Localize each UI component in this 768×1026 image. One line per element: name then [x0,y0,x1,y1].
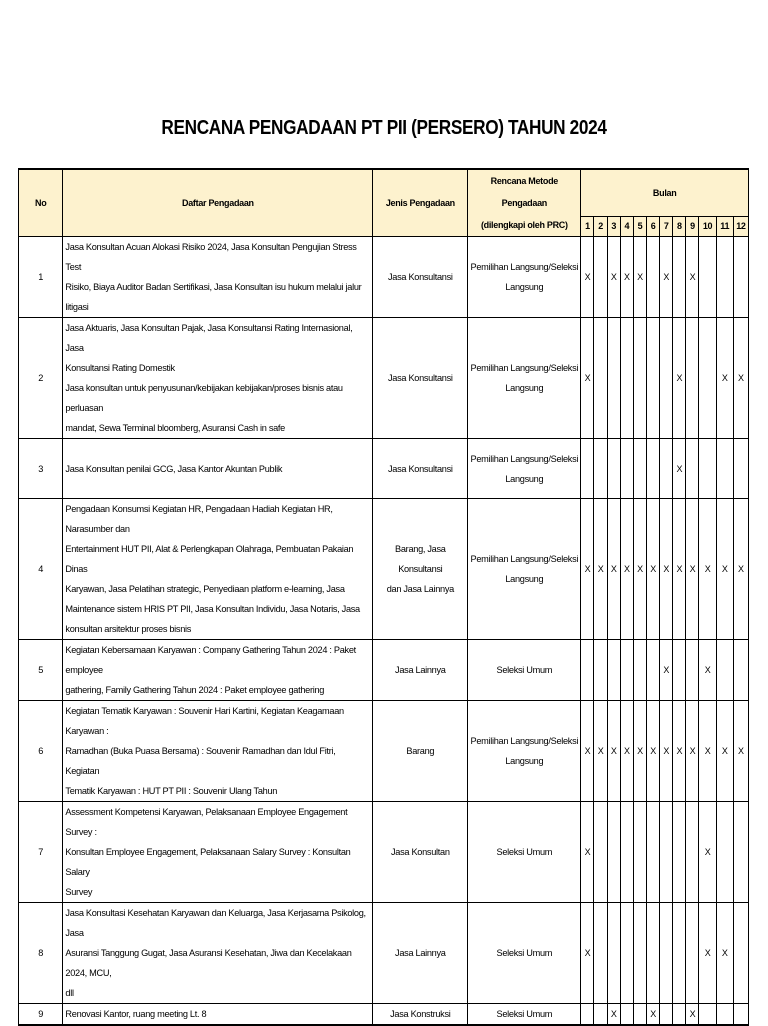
month-header-9: 9 [686,216,699,236]
month-mark-3: X [607,701,620,802]
month-mark-5: X [633,237,646,318]
month-mark-9 [686,640,699,701]
month-mark-11 [716,237,733,318]
procurement-method-cell [468,237,581,318]
procurement-type-cell [373,318,468,439]
procurement-type-cell [373,701,468,802]
row-number: 5 [19,640,63,701]
procurement-method-cell-line: Seleksi Umum [496,847,553,857]
procurement-method-cell-line: Pemilihan Langsung/Seleksi [470,363,579,373]
row-number: 3 [19,439,63,499]
procurement-list-cell-line: Tematik Karyawan : HUT PT PII : Souvenir Ulang Tahun [65,786,278,796]
month-mark-11 [716,640,733,701]
month-mark-9: X [686,701,699,802]
procurement-type-cell-line: Jasa Konsultansi [387,373,453,383]
month-mark-3 [607,802,620,903]
month-mark-4 [620,1004,633,1026]
procurement-list-cell-line: mandat, Sewa Terminal bloomberg, Asuransi Cash in safe [65,423,285,433]
month-mark-6 [646,640,659,701]
procurement-type-cell-line: Jasa Konsultan [391,847,450,857]
month-mark-3: X [607,237,620,318]
table-row [19,701,749,802]
month-mark-11: X [716,499,733,640]
procurement-list-cell [63,499,373,640]
month-header-2: 2 [594,216,607,236]
month-mark-3: X [607,499,620,640]
procurement-type-cell [373,640,468,701]
month-mark-12: X [733,499,748,640]
month-mark-8: X [673,499,686,640]
procurement-type-cell [373,499,468,640]
month-mark-1: X [581,903,594,1004]
month-mark-2 [594,439,607,499]
month-mark-7 [660,903,673,1004]
month-mark-11 [716,1004,733,1026]
month-mark-7 [660,439,673,499]
table-row [19,802,749,903]
table-row [19,1004,749,1026]
month-mark-9: X [686,1004,699,1026]
table-row [19,439,749,499]
procurement-method-cell-line: Langsung [505,282,544,292]
month-mark-6 [646,237,659,318]
procurement-type-cell-line: Barang, Jasa Konsultansi [395,544,446,574]
month-mark-4 [620,640,633,701]
month-mark-1: X [581,499,594,640]
month-mark-6: X [646,701,659,802]
procurement-list-cell-line: konsultan arsitektur proses bisnis [65,624,192,634]
row-number: 4 [19,499,63,640]
month-mark-7 [660,1004,673,1026]
procurement-type-cell-line: Jasa Konsultansi [387,463,453,474]
procurement-type-cell [373,903,468,1004]
month-mark-10: X [699,640,716,701]
row-number: 2 [19,318,63,439]
header-metode-line2: (dilengkapi oleh PRC) [480,220,568,230]
table-row [19,640,749,701]
table-row [19,237,749,318]
month-mark-12 [733,439,748,499]
procurement-method-cell-line: Langsung [505,473,544,484]
month-mark-1: X [581,701,594,802]
month-mark-12 [733,640,748,701]
month-mark-1 [581,640,594,701]
month-mark-10 [699,318,716,439]
month-mark-2 [594,802,607,903]
month-mark-7 [660,802,673,903]
procurement-list-cell-line: dll [65,988,74,998]
month-mark-12 [733,903,748,1004]
row-number: 9 [19,1004,63,1026]
month-mark-7 [660,318,673,439]
month-mark-8: X [673,439,686,499]
month-mark-1: X [581,318,594,439]
month-mark-5 [633,439,646,499]
month-mark-4: X [620,237,633,318]
procurement-method-cell [468,903,581,1004]
month-mark-2: X [594,701,607,802]
procurement-method-cell [468,640,581,701]
procurement-list-cell-line: Pengadaan Konsumsi Kegiatan HR, Pengadaan Hadiah Kegiatan HR, Narasumber dan [65,504,333,534]
header-metode-line1: Rencana Metode Pengadaan [490,176,558,208]
procurement-list-cell-line: Ramadhan (Buka Puasa Bersama) : Souvenir Ramadhan dan Idul Fitri, Kegiatan [65,746,336,776]
procurement-method-cell [468,1004,581,1026]
month-mark-12 [733,237,748,318]
procurement-method-cell [468,439,581,499]
month-mark-1: X [581,802,594,903]
procurement-type-cell-line: Barang [406,746,435,756]
month-header-6: 6 [646,216,659,236]
procurement-type-cell-line: Jasa Konsultansi [387,272,453,282]
procurement-list-cell-line: Survey [65,887,93,897]
procurement-method-cell-line: Seleksi Umum [496,948,553,958]
procurement-list-cell-line: Karyawan, Jasa Pelatihan strategic, Penyediaan platform e-learning, Jasa [65,584,345,594]
month-mark-4: X [620,701,633,802]
month-header-5: 5 [633,216,646,236]
procurement-method-cell-line: Pemilihan Langsung/Seleksi [470,453,579,464]
month-mark-8 [673,640,686,701]
procurement-list-cell-line: Risiko, Biaya Auditor Badan Sertifikasi, Jasa Konsultan isu hukum melalui jalur litigasi [65,282,362,312]
header-metode-pengadaan [468,169,581,237]
month-mark-4 [620,903,633,1004]
procurement-list-cell-line: Jasa Konsultan Acuan Alokasi Risiko 2024, Jasa Konsultan Pengujian Stress Test [65,242,357,272]
month-mark-9 [686,802,699,903]
month-mark-7: X [660,640,673,701]
table-row [19,903,749,1004]
month-mark-7: X [660,701,673,802]
procurement-type-cell [373,237,468,318]
month-mark-6: X [646,499,659,640]
month-mark-10: X [699,903,716,1004]
procurement-method-cell [468,499,581,640]
month-mark-11: X [716,318,733,439]
month-mark-6: X [646,1004,659,1026]
procurement-list-cell-line: Renovasi Kantor, ruang meeting Lt. 8 [65,1009,207,1019]
procurement-table [18,168,749,1026]
month-mark-6 [646,318,659,439]
procurement-method-cell [468,701,581,802]
procurement-list-cell [63,237,373,318]
month-mark-3 [607,439,620,499]
month-mark-8 [673,237,686,318]
month-mark-3: X [607,1004,620,1026]
header-bulan: Bulan [581,169,749,216]
procurement-list-cell-line: Konsultan Employee Engagement, Pelaksanaan Salary Survey : Konsultan Salary [65,847,351,877]
month-mark-9: X [686,499,699,640]
month-mark-12 [733,1004,748,1026]
procurement-method-cell [468,318,581,439]
table-body [19,237,749,1026]
month-mark-2 [594,640,607,701]
month-mark-3 [607,318,620,439]
month-mark-4: X [620,499,633,640]
procurement-method-cell-line: Pemilihan Langsung/Seleksi [470,262,579,272]
month-mark-2 [594,318,607,439]
month-mark-1 [581,439,594,499]
month-mark-6 [646,802,659,903]
procurement-method-cell-line: Seleksi Umum [496,1009,553,1019]
month-mark-5: X [633,701,646,802]
procurement-list-cell-line: gathering, Family Gathering Tahun 2024 : Paket employee gathering [65,685,325,695]
month-mark-8: X [673,318,686,439]
month-header-12: 12 [733,216,748,236]
month-mark-6 [646,439,659,499]
row-number: 7 [19,802,63,903]
month-header-1: 1 [581,216,594,236]
month-mark-8: X [673,701,686,802]
procurement-list-cell-line: Kegiatan Tematik Karyawan : Souvenir Hari Kartini, Kegiatan Keagamaan Karyawan : [65,706,344,736]
month-mark-11 [716,439,733,499]
page-title: RENCANA PENGADAAN PT PII (PERSERO) TAHUN 2024 [161,117,607,139]
month-header-7: 7 [660,216,673,236]
month-mark-10 [699,237,716,318]
procurement-list-cell-line: Jasa Aktuaris, Jasa Konsultan Pajak, Jasa Konsultansi Rating Internasional, Jasa [65,323,353,353]
month-header-11: 11 [716,216,733,236]
procurement-list-cell-line: Kegiatan Kebersamaan Karyawan : Company Gathering Tahun 2024 : Paket employee [65,645,356,675]
table-row [19,499,749,640]
month-mark-8 [673,802,686,903]
month-mark-10 [699,439,716,499]
month-mark-3 [607,903,620,1004]
procurement-type-cell-line: Jasa Lainnya [395,948,446,958]
procurement-list-cell [63,640,373,701]
procurement-method-cell-line: Langsung [505,383,544,393]
header-jenis-pengadaan: Jenis Pengadaan [373,169,468,237]
month-mark-4 [620,802,633,903]
month-mark-9 [686,903,699,1004]
month-mark-5 [633,318,646,439]
month-mark-5 [633,802,646,903]
month-header-3: 3 [607,216,620,236]
procurement-method-cell-line: Langsung [505,574,544,584]
procurement-method-cell [468,802,581,903]
procurement-method-cell-line: Seleksi Umum [496,665,553,675]
procurement-list-cell-line: Jasa Konsultasi Kesehatan Karyawan dan Keluarga, Jasa Kerjasama Psikolog, Jasa [65,908,366,938]
month-mark-2 [594,903,607,1004]
procurement-type-cell [373,1004,468,1026]
month-mark-5: X [633,499,646,640]
table-row [19,318,749,439]
row-number: 8 [19,903,63,1004]
procurement-list-cell-line: Konsultansi Rating Domestik [65,363,175,373]
procurement-method-cell-line: Langsung [505,756,544,766]
month-mark-1: X [581,237,594,318]
procurement-list-cell-line: Jasa konsultan untuk penyusunan/kebijakan kebijakan/proses bisnis atau perluasan [65,383,343,413]
procurement-list-cell [63,318,373,439]
procurement-list-cell [63,701,373,802]
month-mark-4 [620,439,633,499]
month-header-10: 10 [699,216,716,236]
procurement-method-cell-line: Pemilihan Langsung/Seleksi [470,736,579,746]
month-mark-4 [620,318,633,439]
procurement-list-cell [63,439,373,499]
month-mark-10: X [699,802,716,903]
month-mark-9: X [686,237,699,318]
month-mark-7: X [660,237,673,318]
month-header-4: 4 [620,216,633,236]
month-mark-10: X [699,701,716,802]
procurement-list-cell-line: Jasa Konsultan penilai GCG, Jasa Kantor Akuntan Publik [65,463,283,474]
procurement-list-cell [63,802,373,903]
procurement-list-cell [63,903,373,1004]
procurement-list-cell-line: Assessment Kompetensi Karyawan, Pelaksanaan Employee Engagement Survey : [65,807,348,837]
row-number: 1 [19,237,63,318]
month-mark-1 [581,1004,594,1026]
procurement-type-cell-line: dan Jasa Lainnya [386,584,454,594]
month-mark-11 [716,802,733,903]
month-mark-12 [733,802,748,903]
header-no: No [19,169,63,237]
procurement-list-cell [63,1004,373,1026]
procurement-list-cell-line: Maintenance sistem HRIS PT PII, Jasa Konsultan Individu, Jasa Notaris, Jasa [65,604,360,614]
procurement-list-cell-line: Entertainment HUT PII, Alat & Perlengkapan Olahraga, Pembuatan Pakaian Dinas [65,544,354,574]
month-mark-2: X [594,499,607,640]
month-mark-11: X [716,701,733,802]
month-mark-12: X [733,318,748,439]
month-mark-5 [633,640,646,701]
procurement-method-cell-line: Pemilihan Langsung/Seleksi [470,554,579,564]
month-mark-10: X [699,499,716,640]
month-mark-8 [673,1004,686,1026]
month-mark-7: X [660,499,673,640]
month-mark-2 [594,1004,607,1026]
procurement-list-cell-line: Asuransi Tanggung Gugat, Jasa Asuransi Kesehatan, Jiwa dan Kecelakaan 2024, MCU, [65,948,352,978]
month-mark-2 [594,237,607,318]
procurement-type-cell [373,802,468,903]
month-mark-5 [633,1004,646,1026]
month-mark-11: X [716,903,733,1004]
row-number: 6 [19,701,63,802]
procurement-type-cell-line: Jasa Konstruksi [390,1009,451,1019]
procurement-type-cell-line: Jasa Lainnya [395,665,446,675]
header-daftar-pengadaan: Daftar Pengadaan [63,169,373,237]
month-mark-12: X [733,701,748,802]
month-mark-9 [686,439,699,499]
month-mark-9 [686,318,699,439]
month-mark-8 [673,903,686,1004]
procurement-type-cell [373,439,468,499]
month-header-8: 8 [673,216,686,236]
month-mark-3 [607,640,620,701]
month-mark-6 [646,903,659,1004]
month-mark-10 [699,1004,716,1026]
month-mark-5 [633,903,646,1004]
